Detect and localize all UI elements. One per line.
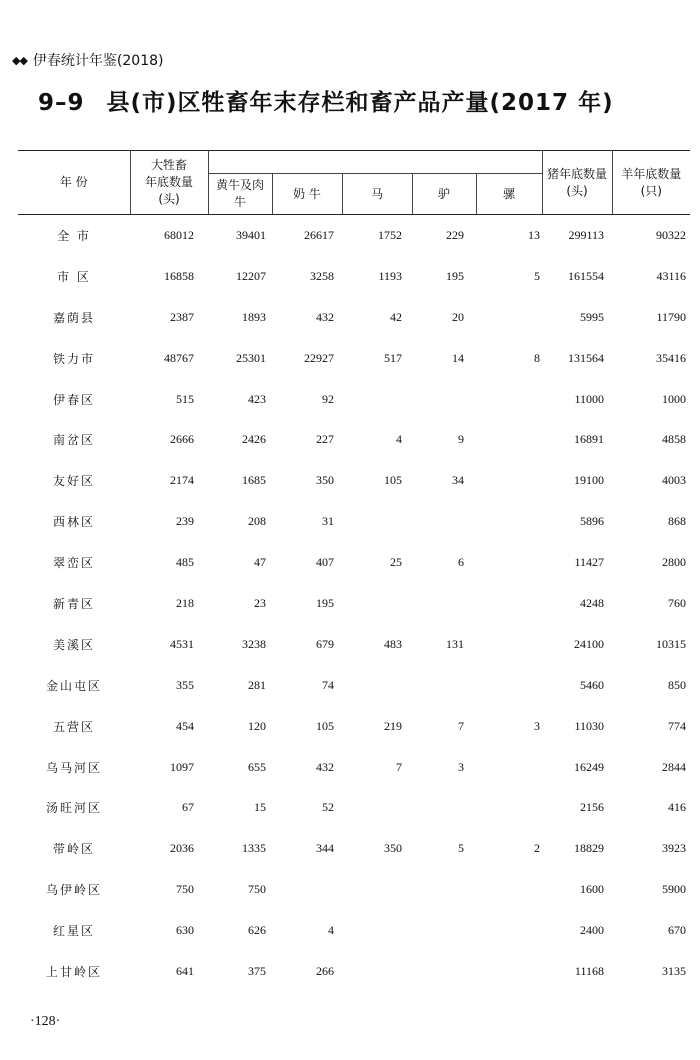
donkey-cell: 9	[458, 432, 464, 447]
region-cell: 西林区	[52, 515, 95, 530]
header-group-blank	[208, 151, 542, 174]
mule-cell	[476, 379, 542, 420]
donkey-cell	[412, 583, 476, 624]
horse-cell: 25	[390, 555, 402, 570]
sheep-cell: 10315	[656, 636, 686, 651]
table-row	[18, 215, 690, 256]
region-cell: 乌伊岭区	[45, 883, 102, 898]
pig-cell: 299113	[568, 227, 604, 242]
large-livestock-cell: 630	[176, 923, 194, 938]
sheep-cell: 11790	[656, 309, 686, 324]
page-title	[38, 84, 678, 117]
dairy-cattle-cell: 31	[322, 514, 334, 529]
dairy-cattle-cell: 52	[322, 800, 334, 815]
donkey-cell	[412, 787, 476, 828]
header-sheep: 羊年底数量 (只)	[612, 151, 690, 215]
donkey-cell: 20	[452, 309, 464, 324]
table-row	[18, 910, 690, 951]
table-row	[18, 787, 690, 828]
horse-cell	[342, 910, 412, 951]
pig-cell: 16891	[574, 432, 604, 447]
table-row	[18, 542, 690, 583]
table-header	[18, 151, 690, 215]
beef-cattle-cell: 3238	[242, 636, 266, 651]
header-pig: 猪年底数量 (头)	[542, 151, 612, 215]
region-cell: 翠峦区	[52, 556, 95, 571]
diamond-marker-icon: ◆◆	[12, 53, 27, 67]
large-livestock-cell: 515	[176, 391, 194, 406]
pig-cell: 161554	[568, 268, 604, 283]
large-livestock-cell: 16858	[164, 268, 194, 283]
beef-cattle-cell: 750	[248, 882, 266, 897]
region-cell: 乌马河区	[45, 760, 102, 775]
donkey-cell: 14	[452, 350, 464, 365]
beef-cattle-cell: 375	[248, 963, 266, 978]
beef-cattle-cell: 47	[254, 555, 266, 570]
table-row	[18, 951, 690, 992]
livestock-table	[18, 150, 690, 992]
sheep-cell: 5900	[662, 882, 686, 897]
mule-cell	[476, 297, 542, 338]
dairy-cattle-cell: 350	[316, 473, 334, 488]
large-livestock-cell: 485	[176, 555, 194, 570]
beef-cattle-cell: 120	[248, 718, 266, 733]
horse-cell	[342, 583, 412, 624]
dairy-cattle-cell: 4	[328, 923, 334, 938]
horse-cell: 42	[390, 309, 402, 324]
sheep-cell: 1000	[662, 391, 686, 406]
table-row	[18, 501, 690, 542]
header-horse: 马	[342, 174, 412, 215]
donkey-cell: 5	[458, 841, 464, 856]
mule-cell	[476, 583, 542, 624]
table-title: 县(市)区牲畜年末存栏和畜产品产量(2017 年)	[106, 90, 614, 116]
pig-cell: 5995	[580, 309, 604, 324]
horse-cell: 1193	[378, 268, 402, 283]
dairy-cattle-cell: 92	[322, 391, 334, 406]
horse-cell: 517	[384, 350, 402, 365]
header-mule: 骡	[476, 174, 542, 215]
horse-cell	[342, 379, 412, 420]
large-livestock-cell: 2174	[170, 473, 194, 488]
running-header	[12, 50, 163, 70]
dairy-cattle-cell: 679	[316, 636, 334, 651]
donkey-cell	[412, 910, 476, 951]
horse-cell	[342, 501, 412, 542]
donkey-cell: 229	[446, 227, 464, 242]
dairy-cattle-cell: 3258	[310, 268, 334, 283]
horse-cell: 1752	[378, 227, 402, 242]
mule-cell	[476, 951, 542, 992]
large-livestock-cell: 68012	[164, 227, 194, 242]
pig-cell: 2156	[580, 800, 604, 815]
sheep-cell: 850	[668, 677, 686, 692]
large-livestock-cell: 2036	[170, 841, 194, 856]
dairy-cattle-cell: 407	[316, 555, 334, 570]
mule-cell	[476, 910, 542, 951]
dairy-cattle-cell: 344	[316, 841, 334, 856]
table-row	[18, 297, 690, 338]
mule-cell: 5	[534, 268, 540, 283]
large-livestock-cell: 239	[176, 514, 194, 529]
sheep-cell: 90322	[656, 227, 686, 242]
region-cell: 市 区	[57, 269, 91, 284]
header-beef-cattle: 黄牛及肉牛	[208, 174, 272, 215]
header-dairy-cattle: 奶 牛	[272, 174, 342, 215]
beef-cattle-cell: 423	[248, 391, 266, 406]
page-number: ·128·	[30, 1014, 61, 1029]
pig-cell: 19100	[574, 473, 604, 488]
region-cell: 汤旺河区	[45, 801, 102, 816]
large-livestock-cell: 4531	[170, 636, 194, 651]
beef-cattle-cell: 281	[248, 677, 266, 692]
mule-cell	[476, 747, 542, 788]
sheep-cell: 4003	[662, 473, 686, 488]
donkey-cell	[412, 501, 476, 542]
sheep-cell: 35416	[656, 350, 686, 365]
sheep-cell: 3135	[662, 963, 686, 978]
large-livestock-cell: 454	[176, 718, 194, 733]
pig-cell: 2400	[580, 923, 604, 938]
beef-cattle-cell: 1335	[242, 841, 266, 856]
dairy-cattle-cell: 432	[316, 309, 334, 324]
dairy-cattle-cell: 195	[316, 595, 334, 610]
mule-cell	[476, 419, 542, 460]
horse-cell	[342, 951, 412, 992]
large-livestock-cell: 67	[182, 800, 194, 815]
table-row	[18, 256, 690, 297]
sheep-cell: 2844	[662, 759, 686, 774]
pig-cell: 131564	[568, 350, 604, 365]
mule-cell: 13	[528, 227, 540, 242]
dairy-cattle-cell: 227	[316, 432, 334, 447]
region-cell: 红星区	[52, 924, 95, 939]
sheep-cell: 670	[668, 923, 686, 938]
region-cell: 友好区	[52, 474, 95, 489]
donkey-cell	[412, 869, 476, 910]
region-cell: 五营区	[52, 719, 95, 734]
dairy-cattle-cell: 74	[322, 677, 334, 692]
donkey-cell: 3	[458, 759, 464, 774]
region-cell: 嘉荫县	[52, 310, 95, 325]
running-header-text: 伊春统计年鉴(2018)	[32, 53, 164, 69]
donkey-cell	[412, 951, 476, 992]
table-number: 9–9	[38, 90, 85, 116]
table-row	[18, 338, 690, 379]
mule-cell	[476, 460, 542, 501]
dairy-cattle-cell	[272, 869, 342, 910]
pig-cell: 24100	[574, 636, 604, 651]
donkey-cell: 34	[452, 473, 464, 488]
table-row	[18, 665, 690, 706]
pig-cell: 11168	[574, 963, 604, 978]
large-livestock-cell: 1097	[170, 759, 194, 774]
mule-cell	[476, 542, 542, 583]
donkey-cell: 195	[446, 268, 464, 283]
mule-cell	[476, 787, 542, 828]
table-row	[18, 828, 690, 869]
table-row	[18, 869, 690, 910]
pig-cell: 16249	[574, 759, 604, 774]
table-row	[18, 747, 690, 788]
header-donkey: 驴	[412, 174, 476, 215]
table-body	[18, 215, 690, 992]
table-row	[18, 419, 690, 460]
mule-cell	[476, 624, 542, 665]
region-cell: 带岭区	[52, 842, 95, 857]
dairy-cattle-cell: 105	[316, 718, 334, 733]
table-row	[18, 460, 690, 501]
donkey-cell: 6	[458, 555, 464, 570]
sheep-cell: 416	[668, 800, 686, 815]
sheep-cell: 868	[668, 514, 686, 529]
pig-cell: 5896	[580, 514, 604, 529]
sheep-cell: 43116	[656, 268, 686, 283]
region-cell: 全 市	[57, 228, 91, 243]
table-row	[18, 706, 690, 747]
beef-cattle-cell: 23	[254, 595, 266, 610]
region-cell: 美溪区	[52, 637, 95, 652]
sheep-cell: 4858	[662, 432, 686, 447]
mule-cell: 8	[534, 350, 540, 365]
horse-cell	[342, 869, 412, 910]
horse-cell: 350	[384, 841, 402, 856]
pig-cell: 11030	[574, 718, 604, 733]
beef-cattle-cell: 39401	[236, 227, 266, 242]
region-cell: 金山屯区	[45, 678, 102, 693]
pig-cell: 11427	[574, 555, 604, 570]
large-livestock-cell: 2666	[170, 432, 194, 447]
pig-cell: 5460	[580, 677, 604, 692]
header-region: 年 份	[18, 151, 130, 215]
beef-cattle-cell: 2426	[242, 432, 266, 447]
horse-cell	[342, 787, 412, 828]
large-livestock-cell: 2387	[170, 309, 194, 324]
beef-cattle-cell: 15	[254, 800, 266, 815]
horse-cell: 483	[384, 636, 402, 651]
dairy-cattle-cell: 26617	[304, 227, 334, 242]
large-livestock-cell: 750	[176, 882, 194, 897]
region-cell: 上甘岭区	[45, 964, 102, 979]
pig-cell: 11000	[574, 391, 604, 406]
beef-cattle-cell: 208	[248, 514, 266, 529]
large-livestock-cell: 218	[176, 595, 194, 610]
sheep-cell: 760	[668, 595, 686, 610]
table-row	[18, 624, 690, 665]
horse-cell: 219	[384, 718, 402, 733]
sheep-cell: 2800	[662, 555, 686, 570]
mule-cell	[476, 869, 542, 910]
mule-cell: 2	[534, 841, 540, 856]
beef-cattle-cell: 1685	[242, 473, 266, 488]
mule-cell: 3	[534, 718, 540, 733]
sheep-cell: 3923	[662, 841, 686, 856]
pig-cell: 18829	[574, 841, 604, 856]
donkey-cell: 7	[458, 718, 464, 733]
beef-cattle-cell: 1893	[242, 309, 266, 324]
donkey-cell	[412, 379, 476, 420]
pig-cell: 1600	[580, 882, 604, 897]
horse-cell: 105	[384, 473, 402, 488]
pig-cell: 4248	[580, 595, 604, 610]
sheep-cell: 774	[668, 718, 686, 733]
large-livestock-cell: 641	[176, 963, 194, 978]
table-row	[18, 379, 690, 420]
beef-cattle-cell: 626	[248, 923, 266, 938]
horse-cell: 4	[396, 432, 402, 447]
region-cell: 新青区	[52, 596, 95, 611]
region-cell: 伊春区	[52, 392, 95, 407]
table-row	[18, 583, 690, 624]
header-large-livestock: 大牲畜 年底数量 (头)	[130, 151, 208, 215]
region-cell: 铁力市	[52, 351, 95, 366]
large-livestock-cell: 355	[176, 677, 194, 692]
region-cell: 南岔区	[52, 433, 95, 448]
donkey-cell: 131	[446, 636, 464, 651]
dairy-cattle-cell: 266	[316, 963, 334, 978]
donkey-cell	[412, 665, 476, 706]
mule-cell	[476, 665, 542, 706]
mule-cell	[476, 501, 542, 542]
beef-cattle-cell: 655	[248, 759, 266, 774]
large-livestock-cell: 48767	[164, 350, 194, 365]
horse-cell	[342, 665, 412, 706]
horse-cell: 7	[396, 759, 402, 774]
beef-cattle-cell: 12207	[236, 268, 266, 283]
beef-cattle-cell: 25301	[236, 350, 266, 365]
dairy-cattle-cell: 22927	[304, 350, 334, 365]
dairy-cattle-cell: 432	[316, 759, 334, 774]
